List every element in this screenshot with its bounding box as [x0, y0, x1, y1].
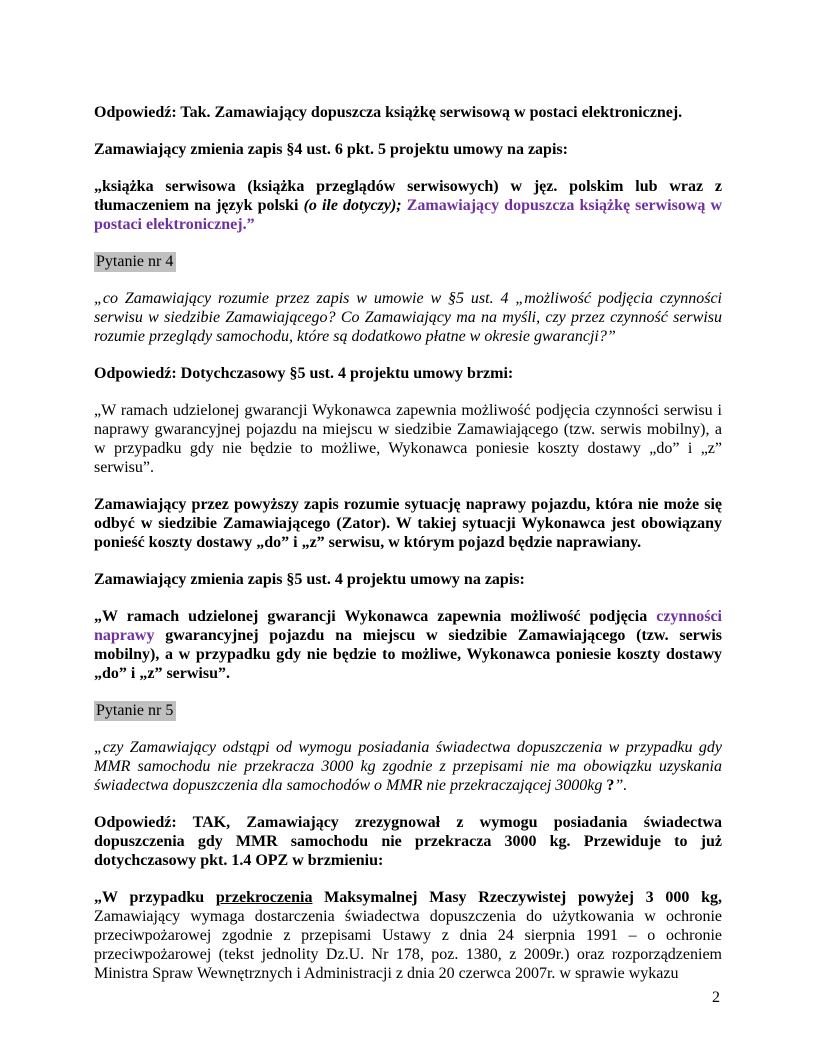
question-4-text: „co Zamawiający rozumie przez zapis w umowie w §5 ust. 4 „możliwość podjęcia czynności serwisu w siedzibie Zamawiającego? Co Zamawiający ma na myśli, czy przez czynność serwisu rozumie przeglądy samochodu, które są dodatkowo płatne w okresie gwarancji?” [94, 290, 722, 345]
question-4-label: Pytanie nr 4 [94, 252, 176, 272]
answer-4-current-wording: „W ramach udzielonej gwarancji Wykonawca zapewnia możliwość podjęcia czynności serwisu i naprawy gwarancyjnej pojazdu na miejscu w siedzibie Zamawiającego (tzw. serwis mobilny), a w przypadku gdy nie będzie to możliwe, Wykonawca poniesie koszty dostawy „do” i „z” serwisu”. [94, 402, 722, 476]
opz-quote-bold2: Maksymalnej Masy Rzeczywistej powyżej 3 000 kg, [312, 889, 723, 906]
clause-5-wording-amendment: czynności naprawy [94, 608, 722, 644]
question-4-heading [94, 252, 722, 271]
clause-5-change-line: Zamawiający zmienia zapis §5 ust. 4 projektu umowy na zapis: [94, 571, 525, 588]
answer-4-explanation: Zamawiający przez powyższy zapis rozumie sytuację naprawy pojazdu, która nie może się odbyć w siedzibie Zamawiającego (Zator). W takiej sytuacji Wykonawca jest obowiązany ponieść koszty dostawy „do” i „z” serwisu, w którym pojazd będzie naprawiany. [94, 496, 722, 551]
question-5-text [94, 738, 722, 795]
question-5-text-part2: ”. [614, 777, 628, 794]
question-5-heading [94, 701, 722, 720]
opz-quote-underlined: przekroczenia [215, 889, 313, 906]
answer-5-intro: Odpowiedź: TAK, Zamawiający zrezygnował z wymogu posiadania świadectwa dopuszczenia gdy MMR samochodu nie przekracza 3000 kg. Przewiduje to już dotychczasowy pkt. 1.4 OPZ w brzmieniu: [94, 814, 722, 869]
clause-4-wording-italic: (o ile dotyczy); [303, 197, 407, 214]
answer-4-intro: Odpowiedź: Dotychczasowy §5 ust. 4 projektu umowy brzmi: [94, 365, 514, 382]
clause-5-wording-part2: gwarancyjnej pojazdu na miejscu w siedzibie Zamawiającego (tzw. serwis mobilny), a w przypadku gdy nie będzie to możliwe, Wykonawca poniesie koszty dostawy „do” i „z” serwisu”. [94, 627, 722, 682]
question-5-text-part1: „czy Zamawiający odstąpi od wymogu posiadania świadectwa dopuszczenia w przypadku gdy MMR samochodu nie przekracza 3000 kg zgodnie z przepisami nie ma obowiązku uzyskania świadectwa dopuszczenia dla samochodów o MMR nie przekraczającej 3000kg [94, 739, 722, 794]
opz-quote-regular: Zamawiający wymaga dostarczenia świadectwa dopuszczenia do użytkowania w ochronie przeciwpożarowej zgodnie z przepisami Ustawy z dnia 24 sierpnia 1991 – o ochronie przeciwpożarowej (tekst jednolity Dz.U. Nr 178, poz. 1380, z 2009r.) oraz rozporządzeniem Ministra Spraw Wewnętrznych i Administracji z dnia 20 czerwca 2007r. w sprawie wykazu [94, 908, 722, 982]
clause-4-wording-bold: „książka serwisowa (książka przeglądów serwisowych) w jęz. polskim lub wraz z tłumaczeniem na język polski [94, 178, 722, 214]
answer-5-opz-quote [94, 888, 722, 983]
answer-3-paragraph: Odpowiedź: Tak. Zamawiający dopuszcza książkę serwisową w postaci elektronicznej. [94, 104, 683, 121]
clause-5-wording-part1: „W ramach udzielonej gwarancji Wykonawca zapewnia możliwość podjęcia [94, 608, 657, 625]
clause-4-new-wording [94, 177, 722, 234]
opz-quote-bold1: „W przypadku [94, 889, 216, 906]
clause-5-new-wording [94, 607, 722, 683]
question-5-label: Pytanie nr 5 [94, 701, 176, 721]
clause-4-change-line: Zamawiający zmienia zapis §4 ust. 6 pkt. 5 projektu umowy na zapis: [94, 141, 568, 158]
page-number: 2 [712, 989, 720, 1006]
clause-4-wording-amendment: Zamawiający dopuszcza książkę serwisową w postaci elektronicznej.” [94, 197, 723, 233]
question-5-bold-mark: ? [606, 777, 615, 794]
